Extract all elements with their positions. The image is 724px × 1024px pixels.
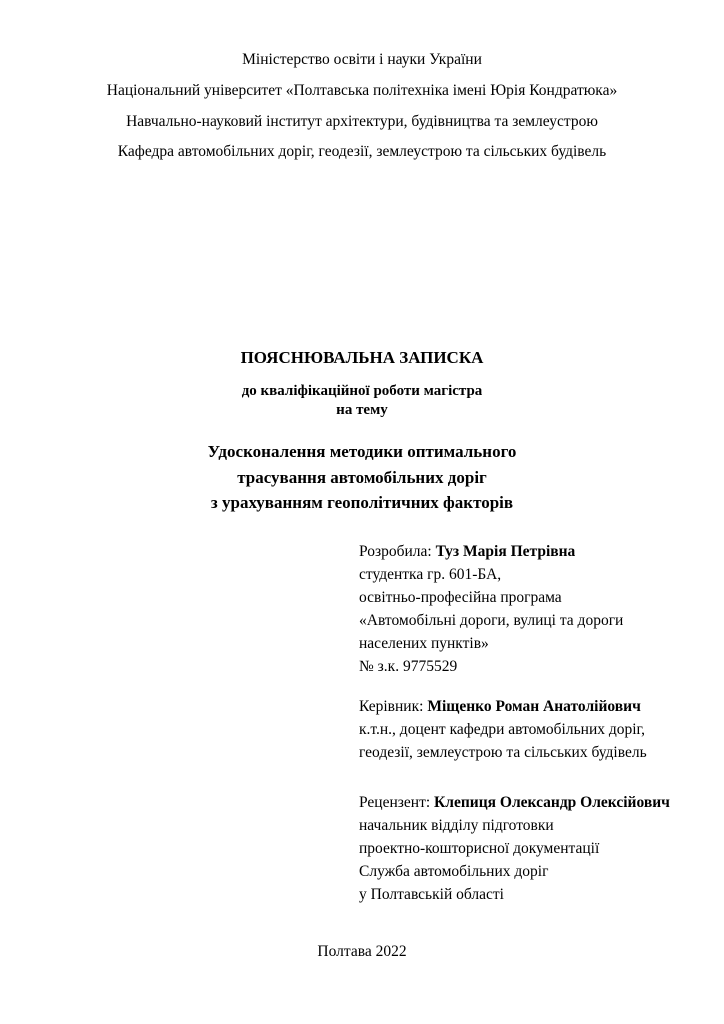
supervisor-name: Міщенко Роман Анатолійович: [427, 698, 641, 715]
author-name: Туз Марія Петрівна: [435, 543, 576, 560]
document-title: ПОЯСНЮВАЛЬНА ЗАПИСКА: [240, 348, 484, 367]
author-label: Розробила:: [359, 543, 432, 560]
department-line: Кафедра автомобільних доріг, геодезії, землеустрою та сільських будівель: [117, 143, 607, 160]
reviewer-heading: [359, 791, 719, 814]
author-heading: [359, 540, 719, 563]
author-detail: № з.к. 9775529: [359, 658, 458, 675]
author-detail: населених пунктів»: [359, 635, 489, 652]
reviewer-name: Клепиця Олександр Олексійович: [434, 794, 670, 811]
author-detail: освітньо-професійна програма: [359, 589, 562, 606]
reviewer-detail: у Полтавській області: [359, 886, 504, 903]
reviewer-label: Рецензент:: [359, 794, 431, 811]
supervisor-label: Керівник:: [359, 698, 424, 715]
author-block: [359, 540, 719, 678]
reviewer-detail: Служба автомобільних доріг: [359, 863, 549, 880]
topic-line-2: трасування автомобільних доріг: [237, 468, 487, 487]
supervisor-heading: [359, 695, 719, 718]
supervisor-detail: геодезії, землеустрою та сільських будівель: [359, 744, 647, 761]
ministry-line: Міністерство освіти і науки України: [242, 51, 482, 68]
institute-line: Навчально-науковий інститут архітектури, будівництва та землеустрою: [126, 113, 598, 130]
topic-line-3: з урахуванням геополітичних факторів: [210, 493, 514, 512]
supervisor-detail: к.т.н., доцент кафедри автомобільних доріг,: [359, 721, 646, 738]
reviewer-detail: проектно-кошторисної документації: [359, 840, 600, 857]
supervisor-block: [359, 695, 719, 764]
author-detail: студентка гр. 601-БА,: [359, 566, 502, 583]
reviewer-block: [359, 791, 719, 906]
reviewer-detail: начальник відділу підготовки: [359, 817, 554, 834]
document-subtitle-topic: на тему: [336, 402, 388, 418]
city-year: Полтава 2022: [317, 943, 407, 960]
document-subtitle: до кваліфікаційної роботи магістра: [241, 383, 483, 399]
author-detail: «Автомобільні дороги, вулиці та дороги: [359, 612, 624, 629]
university-line: Національний університет «Полтавська політехніка імені Юрія Кондратюка»: [106, 82, 618, 99]
topic-line-1: Удосконалення методики оптимального: [207, 442, 517, 461]
